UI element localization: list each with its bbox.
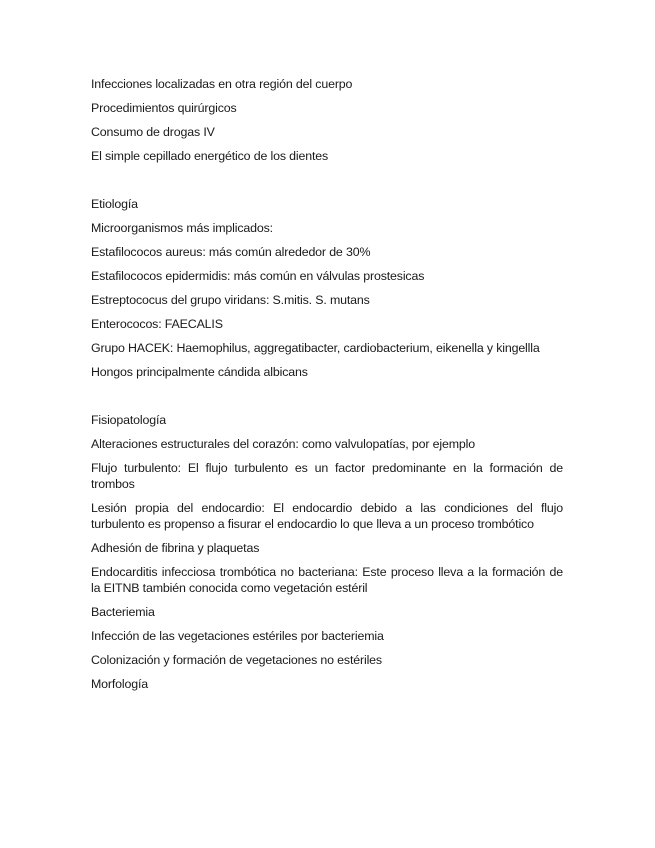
paragraph: Microorganismos más implicados:	[91, 221, 273, 235]
paragraph: Flujo turbulento: El flujo turbulento es un factor predominante en la formación de trombos	[91, 461, 563, 491]
spacer	[91, 172, 563, 196]
section-etiologia	[91, 196, 563, 380]
section-risk-factors	[91, 76, 563, 164]
paragraph: Colonización y formación de vegetaciones no estériles	[91, 653, 382, 667]
paragraph: Hongos principalmente cándida albicans	[91, 365, 308, 379]
paragraph: Estafilococos epidermidis: más común en válvulas prostesicas	[91, 269, 425, 283]
paragraph: Estreptococus del grupo viridans: S.mitis. S. mutans	[91, 293, 370, 307]
paragraph: Infección de las vegetaciones estériles por bacteriemia	[91, 629, 384, 643]
paragraph: Procedimientos quirúrgicos	[91, 101, 237, 115]
paragraph: Adhesión de fibrina y plaquetas	[91, 541, 260, 555]
spacer	[91, 388, 563, 412]
paragraph: Enterococos: FAECALIS	[91, 317, 223, 331]
section-heading-fisiopatologia: Fisiopatología	[91, 413, 167, 427]
paragraph: Endocarditis infecciosa trombótica no bacteriana: Este proceso lleva a la formación de la EITNB también conocida como vegetación estéril	[91, 565, 563, 595]
paragraph: Consumo de drogas IV	[91, 125, 215, 139]
paragraph: Lesión propia del endocardio: El endocardio debido a las condiciones del flujo turbulento es propenso a fisurar el endocardio lo que lleva a un proceso trombótico	[91, 501, 563, 531]
paragraph: Morfología	[91, 677, 149, 691]
paragraph: Estafilococos aureus: más común alrededor de 30%	[91, 245, 371, 259]
paragraph: Infecciones localizadas en otra región del cuerpo	[91, 77, 353, 91]
paragraph: Alteraciones estructurales del corazón: como valvulopatías, por ejemplo	[91, 437, 475, 451]
section-heading-etiologia: Etiología	[91, 197, 138, 211]
document-page	[91, 76, 563, 700]
paragraph: El simple cepillado energético de los dientes	[91, 149, 329, 163]
paragraph: Grupo HACEK: Haemophilus, aggregatibacter, cardiobacterium, eikenella y kingellla	[91, 341, 540, 355]
section-fisiopatologia	[91, 412, 563, 692]
paragraph: Bacteriemia	[91, 605, 155, 619]
